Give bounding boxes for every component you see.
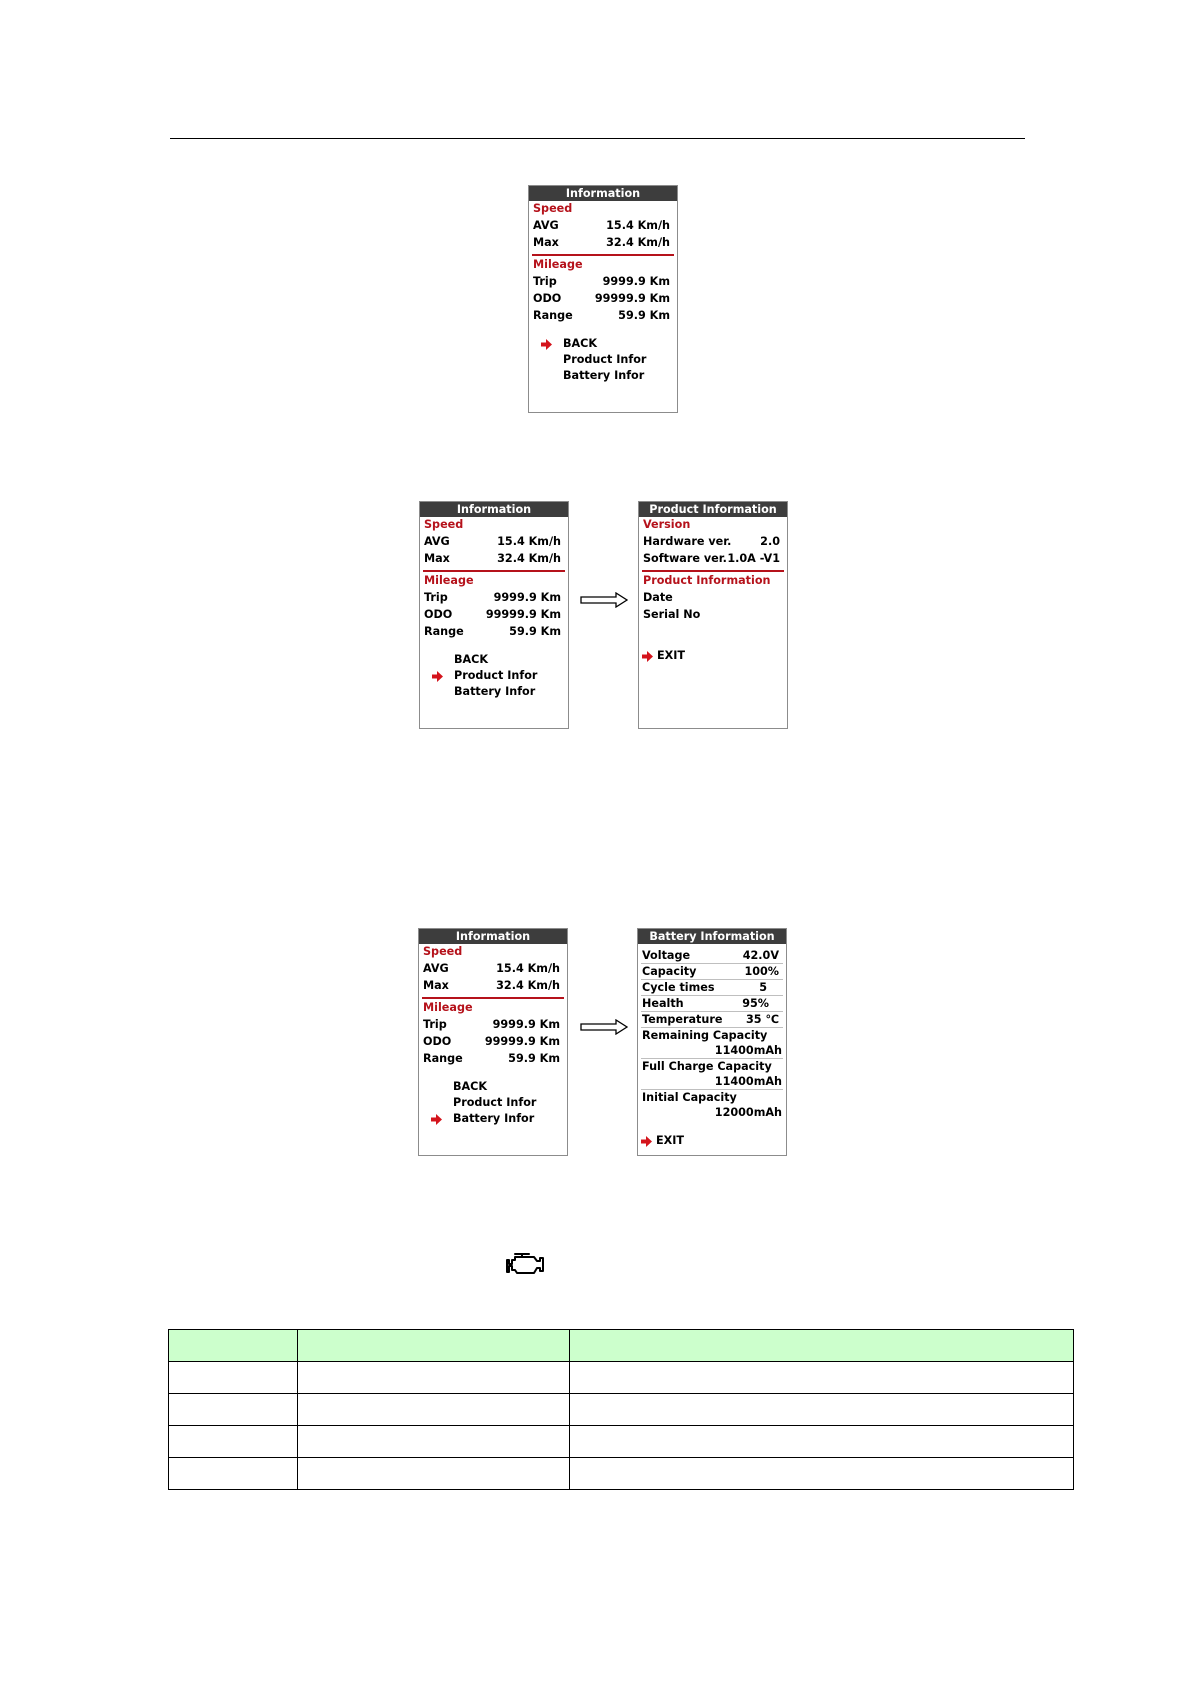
- initial-capacity-label: Initial Capacity: [642, 1091, 737, 1104]
- exit-label: EXIT: [656, 1134, 685, 1147]
- section-divider: [422, 997, 564, 999]
- remaining-capacity-label: Remaining Capacity: [642, 1029, 768, 1042]
- full-charge-capacity-label-row: [638, 1059, 786, 1074]
- table-header-cell: [169, 1330, 298, 1362]
- hollow-right-arrow-icon: [580, 592, 628, 608]
- odo-value: 99999.9 Km: [594, 292, 670, 305]
- information-panel-back: [528, 185, 678, 413]
- panel-title: Product Information: [639, 502, 787, 517]
- table-cell: [570, 1362, 1074, 1394]
- max-speed-row: [419, 977, 567, 994]
- menu-label: Product Infor: [563, 353, 647, 366]
- date-row: [639, 589, 787, 606]
- menu-label: Product Infor: [453, 1096, 537, 1109]
- health-value: 95%: [742, 997, 769, 1010]
- menu-item-battery-infor[interactable]: [529, 368, 677, 384]
- date-label: Date: [643, 591, 673, 604]
- avg-speed-row: [419, 960, 567, 977]
- menu-label: Battery Infor: [563, 369, 645, 382]
- menu-item-back[interactable]: [529, 336, 677, 352]
- information-panel-product: [419, 501, 569, 729]
- table-cell: [298, 1426, 570, 1458]
- range-row: [419, 1050, 567, 1067]
- voltage-label: Voltage: [642, 949, 691, 962]
- range-value: 59.9 Km: [618, 309, 670, 322]
- menu-item-product-infor[interactable]: [420, 668, 568, 684]
- odo-row: [419, 1033, 567, 1050]
- health-label: Health: [642, 997, 684, 1010]
- software-version-row: [639, 550, 787, 567]
- menu-item-product-infor[interactable]: [419, 1095, 567, 1111]
- trip-label: Trip: [533, 275, 557, 288]
- capacity-value: 100%: [744, 965, 779, 978]
- table-header-row: [169, 1330, 1074, 1362]
- avg-label: AVG: [423, 962, 449, 975]
- panel-title: Information: [529, 186, 677, 201]
- table-row: [169, 1394, 1074, 1426]
- health-row: [638, 996, 786, 1011]
- speed-section-label: Speed: [424, 518, 464, 531]
- max-value: 32.4 Km/h: [497, 552, 561, 565]
- avg-label: AVG: [424, 535, 450, 548]
- odo-value: 99999.9 Km: [485, 608, 561, 621]
- red-arrow-icon: [642, 651, 653, 662]
- capacity-label: Capacity: [642, 965, 697, 978]
- avg-speed-row: [529, 217, 677, 234]
- trip-label: Trip: [424, 591, 448, 604]
- hollow-right-arrow-icon: [580, 1019, 628, 1035]
- menu-item-product-infor[interactable]: [529, 352, 677, 368]
- panel-title: Information: [420, 502, 568, 517]
- product-section-label: Product Information: [643, 574, 771, 587]
- trip-value: 9999.9 Km: [492, 1018, 560, 1031]
- initial-capacity-value-row: [638, 1105, 786, 1120]
- range-row: [529, 307, 677, 324]
- specification-table: [168, 1329, 1074, 1490]
- trip-value: 9999.9 Km: [493, 591, 561, 604]
- range-row: [420, 623, 568, 640]
- header-rule: [170, 138, 1025, 139]
- menu-item-back[interactable]: [419, 1079, 567, 1095]
- range-label: Range: [424, 625, 464, 638]
- hardware-label: Hardware ver.: [643, 535, 732, 548]
- table-cell: [169, 1426, 298, 1458]
- product-information-panel: [638, 501, 788, 729]
- full-charge-capacity-label: Full Charge Capacity: [642, 1060, 772, 1073]
- menu-item-back[interactable]: [420, 652, 568, 668]
- exit-menu-item[interactable]: [638, 1133, 786, 1149]
- voltage-value: 42.0V: [742, 949, 779, 962]
- temperature-row: [638, 1012, 786, 1027]
- table-cell: [570, 1394, 1074, 1426]
- full-charge-capacity-value-row: [638, 1074, 786, 1089]
- mileage-section-label: Mileage: [533, 258, 583, 271]
- red-arrow-icon: [432, 671, 443, 682]
- software-label: Software ver.: [643, 552, 727, 565]
- red-arrow-icon: [641, 1136, 652, 1147]
- table-cell: [298, 1394, 570, 1426]
- battery-information-panel: [637, 928, 787, 1156]
- range-value: 59.9 Km: [508, 1052, 560, 1065]
- red-arrow-icon: [541, 339, 552, 350]
- menu-label: BACK: [454, 653, 489, 666]
- trip-value: 9999.9 Km: [602, 275, 670, 288]
- table-header-cell: [298, 1330, 570, 1362]
- mileage-section-label: Mileage: [424, 574, 474, 587]
- menu-item-battery-infor[interactable]: [420, 684, 568, 700]
- odo-label: ODO: [424, 608, 453, 621]
- menu-item-battery-infor[interactable]: [419, 1111, 567, 1127]
- avg-value: 15.4 Km/h: [497, 535, 561, 548]
- odo-label: ODO: [533, 292, 562, 305]
- odo-row: [529, 290, 677, 307]
- table-cell: [169, 1394, 298, 1426]
- menu-label: BACK: [563, 337, 598, 350]
- full-charge-capacity-value: 11400mAh: [714, 1075, 782, 1088]
- section-divider: [642, 570, 784, 572]
- cycle-times-row: [638, 980, 786, 995]
- table-cell: [570, 1458, 1074, 1490]
- exit-label: EXIT: [657, 649, 686, 662]
- max-speed-row: [420, 550, 568, 567]
- serial-row: [639, 606, 787, 623]
- version-section-label: Version: [643, 518, 691, 531]
- table-cell: [169, 1362, 298, 1394]
- section-divider: [532, 254, 674, 256]
- range-value: 59.9 Km: [509, 625, 561, 638]
- range-label: Range: [423, 1052, 463, 1065]
- trip-row: [529, 273, 677, 290]
- trip-row: [419, 1016, 567, 1033]
- max-label: Max: [423, 979, 449, 992]
- table-cell: [298, 1362, 570, 1394]
- initial-capacity-label-row: [638, 1090, 786, 1105]
- hardware-value: 2.0: [760, 535, 780, 548]
- table-cell: [169, 1458, 298, 1490]
- remaining-capacity-value: 11400mAh: [714, 1044, 782, 1057]
- cycle-value: 5: [759, 981, 767, 994]
- max-value: 32.4 Km/h: [606, 236, 670, 249]
- menu-label: BACK: [453, 1080, 488, 1093]
- serial-label: Serial No: [643, 608, 701, 621]
- max-label: Max: [533, 236, 559, 249]
- red-arrow-icon: [431, 1114, 442, 1125]
- table-cell: [298, 1458, 570, 1490]
- avg-speed-row: [420, 533, 568, 550]
- table-row: [169, 1458, 1074, 1490]
- remaining-capacity-value-row: [638, 1043, 786, 1058]
- avg-value: 15.4 Km/h: [606, 219, 670, 232]
- menu-label: Product Infor: [454, 669, 538, 682]
- max-value: 32.4 Km/h: [496, 979, 560, 992]
- table-row: [169, 1426, 1074, 1458]
- trip-row: [420, 589, 568, 606]
- panel-title: Information: [419, 929, 567, 944]
- hardware-version-row: [639, 533, 787, 550]
- menu-label: Battery Infor: [454, 685, 536, 698]
- exit-menu-item[interactable]: [639, 648, 787, 664]
- initial-capacity-value: 12000mAh: [714, 1106, 782, 1119]
- trip-label: Trip: [423, 1018, 447, 1031]
- cycle-label: Cycle times: [642, 981, 715, 994]
- avg-value: 15.4 Km/h: [496, 962, 560, 975]
- information-panel-battery: [418, 928, 568, 1156]
- speed-section-label: Speed: [533, 202, 573, 215]
- temperature-value: 35 ℃: [745, 1013, 779, 1026]
- odo-row: [420, 606, 568, 623]
- odo-label: ODO: [423, 1035, 452, 1048]
- temperature-label: Temperature: [642, 1013, 723, 1026]
- odo-value: 99999.9 Km: [484, 1035, 560, 1048]
- mileage-section-label: Mileage: [423, 1001, 473, 1014]
- menu-label: Battery Infor: [453, 1112, 535, 1125]
- panel-title: Battery Information: [638, 929, 786, 944]
- range-label: Range: [533, 309, 573, 322]
- max-label: Max: [424, 552, 450, 565]
- voltage-row: [638, 948, 786, 963]
- engine-check-icon: [506, 1249, 546, 1279]
- capacity-row: [638, 964, 786, 979]
- max-speed-row: [529, 234, 677, 251]
- speed-section-label: Speed: [423, 945, 463, 958]
- remaining-capacity-label-row: [638, 1028, 786, 1043]
- table-header-cell: [570, 1330, 1074, 1362]
- section-divider: [423, 570, 565, 572]
- avg-label: AVG: [533, 219, 559, 232]
- software-value: 1.0A -V1: [727, 552, 780, 565]
- table-row: [169, 1362, 1074, 1394]
- table-cell: [570, 1426, 1074, 1458]
